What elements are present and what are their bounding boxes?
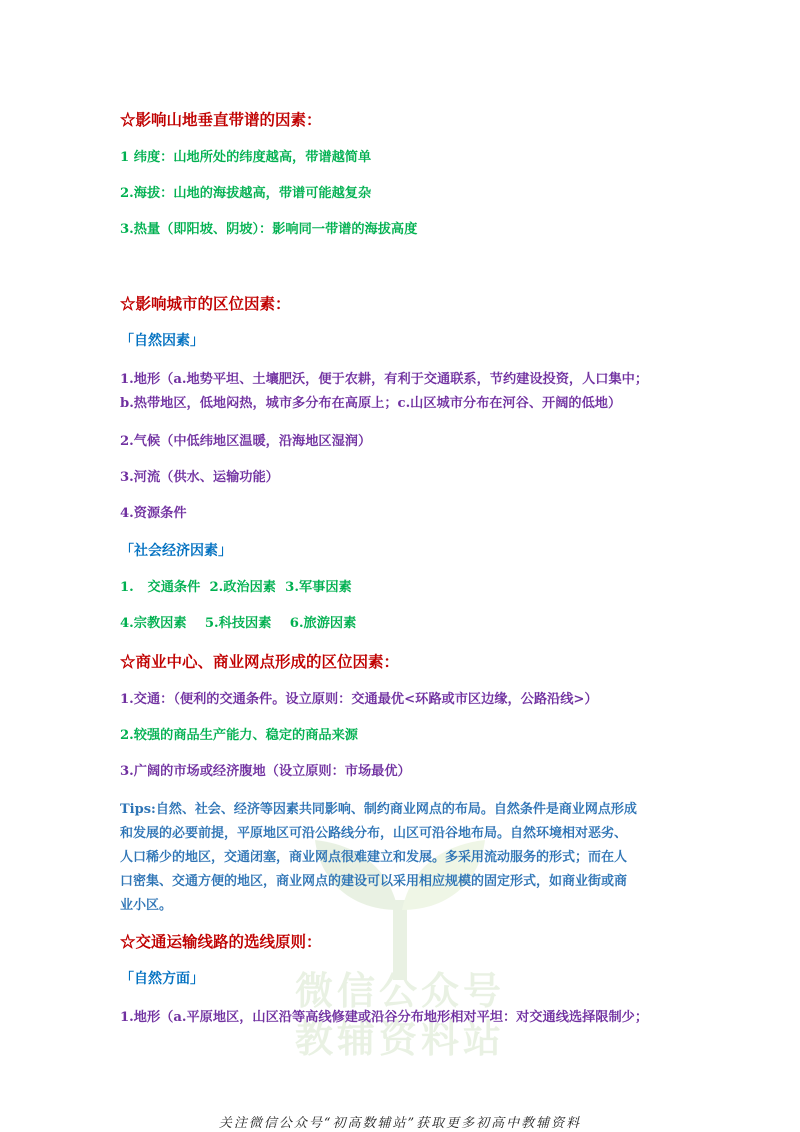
section-heading-transport-routes: ☆交通运输线路的选线原则： bbox=[120, 932, 322, 951]
tips-line: 人口稀少的地区，交通闭塞，商业网点很难建立和发展。多采用流动服务的形式；而在人 bbox=[120, 850, 628, 865]
tips-line: Tips:自然、社会、经济等因素共同影响、制约商业网点的布局。自然条件是商业网点形成 bbox=[120, 802, 637, 817]
section-heading-commercial-location: ☆商业中心、商业网点形成的区位因素： bbox=[120, 652, 400, 671]
tips-line: 和发展的必要前提，平原地区可沿公路线分布，山区可沿谷地布局。自然环境相对恶劣、 bbox=[120, 826, 628, 841]
text-line: 3.热量（即阳坡、阴坡）：影响同一带谱的海拔高度 bbox=[120, 222, 418, 237]
text-line: b.热带地区，低地闷热，城市多分布在高原上；c.山区城市分布在河谷、开阔的低地） bbox=[120, 396, 622, 411]
text-line: 1 纬度：山地所处的纬度越高，带谱越简单 bbox=[120, 150, 372, 165]
sub-label-natural-aspects: 「自然方面」 bbox=[120, 971, 204, 987]
sub-label-socioeconomic-factors: 「社会经济因素」 bbox=[120, 543, 232, 559]
text-line: 1.地形（a.地势平坦、土壤肥沃，便于农耕，有利于交通联系，节约建设投资，人口集中； bbox=[120, 372, 649, 387]
text-line: 3.河流（供水、运输功能） bbox=[120, 470, 279, 485]
section-heading-city-location: ☆影响城市的区位因素： bbox=[120, 294, 291, 313]
text-line: 1.交通：（便利的交通条件。设立原则：交通最优<环路或市区边缘，公路沿线>） bbox=[120, 692, 598, 707]
text-line: 2.较强的商品生产能力、稳定的商品来源 bbox=[120, 728, 358, 743]
tips-line: 业小区。 bbox=[120, 898, 173, 913]
text-line: 2.气候（中低纬地区温暖，沿海地区湿润） bbox=[120, 434, 372, 449]
text-line: 1. 交通条件 2.政治因素 3.军事因素 bbox=[120, 580, 352, 595]
page-footer: 关注微信公众号“初高数辅站”获取更多初高中教辅资料 bbox=[218, 1116, 582, 1131]
tips-line: 口密集、交通方便的地区，商业网点的建设可以采用相应规模的固定形式，如商业街或商 bbox=[120, 874, 628, 889]
watermark-line-2: 教辅资料站 bbox=[294, 1017, 505, 1061]
section-heading-vertical-zones: ☆影响山地垂直带谱的因素： bbox=[120, 110, 322, 129]
sub-label-natural-factors: 「自然因素」 bbox=[120, 333, 204, 349]
watermark-line-1: 微信公众号 bbox=[294, 969, 505, 1013]
text-line: 4.资源条件 bbox=[120, 506, 187, 521]
text-line: 2.海拔：山地的海拔越高，带谱可能越复杂 bbox=[120, 186, 372, 201]
text-line: 3.广阔的市场或经济腹地（设立原则：市场最优） bbox=[120, 764, 411, 779]
text-line: 4.宗教因素 5.科技因素 6.旅游因素 bbox=[120, 616, 357, 631]
text-line: 1.地形（a.平原地区，山区沿等高线修建或沿谷分布地形相对平坦：对交通线选择限制少； bbox=[120, 1010, 649, 1025]
